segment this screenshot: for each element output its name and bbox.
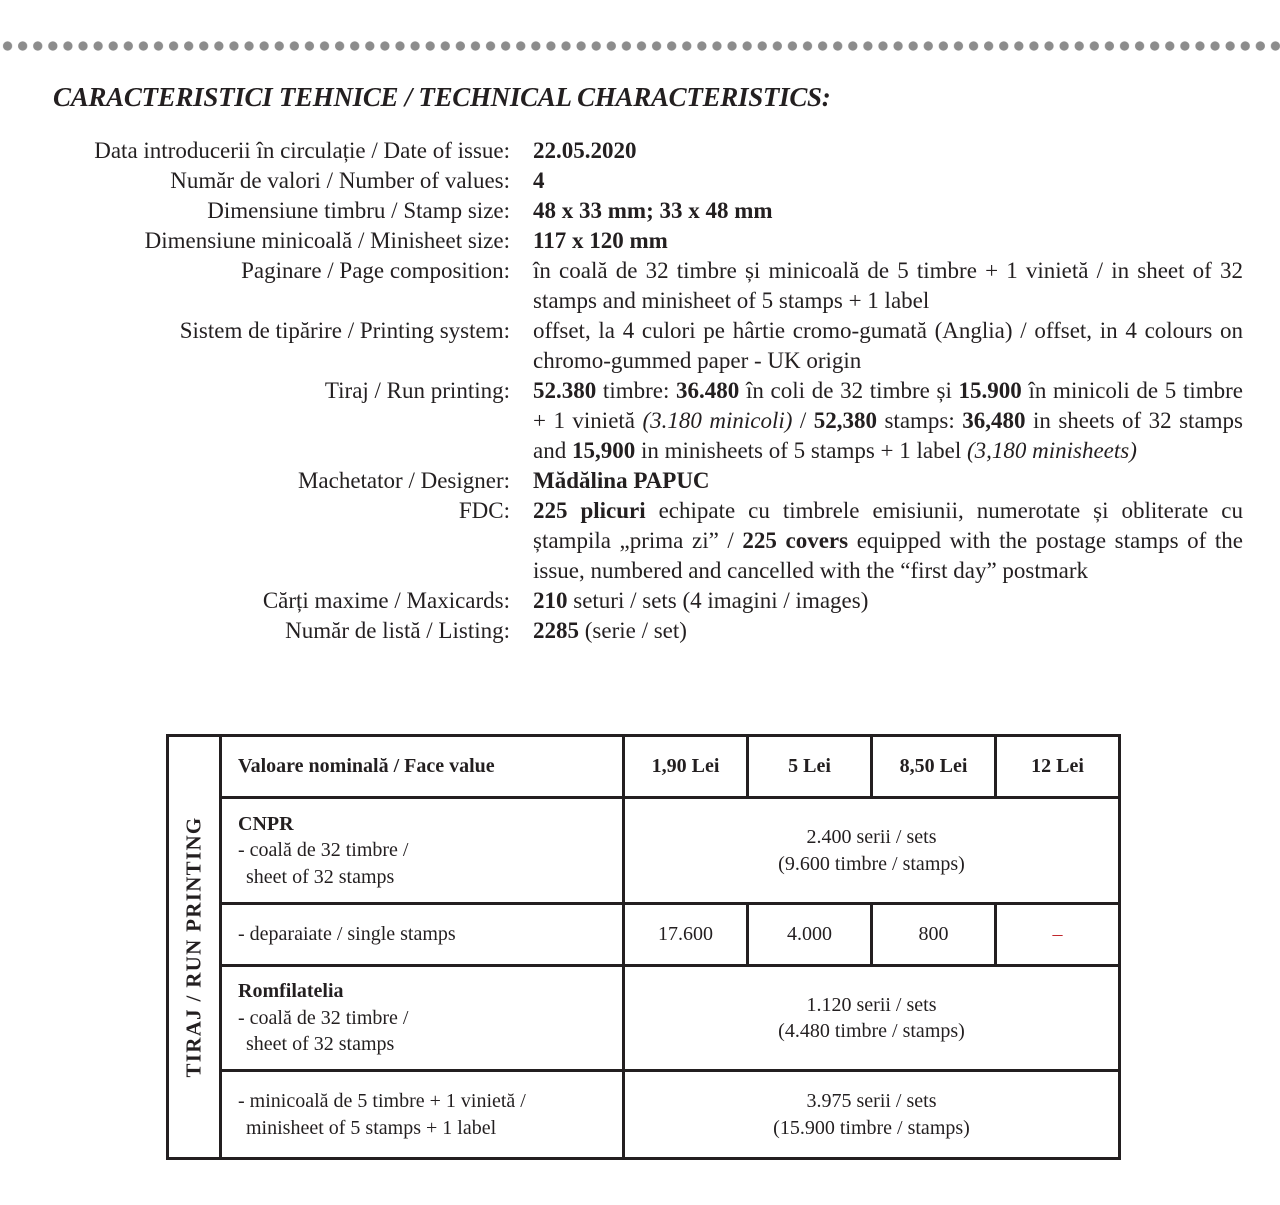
spec-page-composition [0,256,1280,316]
row-description: - minicoală de 5 timbre + 1 vinietă / minisheet of 5 stamps + 1 label [221,1071,624,1159]
table-row [168,966,1120,1071]
table-row [168,904,1120,966]
value-cell: 17.600 [624,904,748,966]
spec-value: 117 x 120 mm [533,228,668,253]
spec-value: 225 plicuri echipate cu timbrele emisiunii, numerotate și obliterate cu ștampila „prima zi” / 225 covers equipped with the postage stamps of the issue, numbered and cancelled with the “first day” postmark [533,498,1244,583]
spec-stamp-size [0,196,1280,226]
spec-run-printing [0,376,1280,466]
spec-label: Număr de valori / Number of values: [170,168,510,193]
page-title: CARACTERISTICI TEHNICE / TECHNICAL CHARACTERISTICS: [53,82,831,112]
table-row [168,798,1120,904]
spec-label: Paginare / Page composition: [241,258,510,283]
spec-label: Sistem de tipărire / Printing system: [179,318,510,343]
spec-maxicards [0,586,1280,616]
merged-value-cell: 2.400 serii / sets (9.600 timbre / stamps) [624,798,1120,904]
merged-value-cell: 3.975 serii / sets (15.900 timbre / stamps) [624,1071,1120,1159]
spec-label: Cărți maxime / Maxicards: [262,588,510,613]
spec-label: Data introducerii în circulație / Date of issue: [94,138,510,163]
spec-label: Dimensiune timbru / Stamp size: [207,198,510,223]
run-printing-table-wrapper [166,734,1121,1160]
spec-printing-system [0,316,1280,376]
side-label: TIRAJ / RUN PRINTING [181,816,206,1078]
face-value-850: 8,50 Lei [872,736,996,798]
spec-value: 52.380 timbre: 36.480 în coli de 32 timbre și 15.900 în minicoli de 5 timbre + 1 vinietă (3.180 minicoli) / 52,380 stamps: 36,480 in sheets of 32 stamps and 15,900 in minisheets of 5 stamps + 1 label (3,180 minisheets) [533,378,1244,463]
face-value-190: 1,90 Lei [624,736,748,798]
face-value-header: Valoare nominală / Face value [221,736,624,798]
spec-value: 210 seturi / sets (4 imagini / images) [533,588,869,613]
spec-value: 4 [533,168,545,193]
value-cell-empty-dash: – [996,904,1120,966]
spec-value: Mădălina PAPUC [533,468,710,493]
spec-values-count [0,166,1280,196]
spec-fdc [0,496,1280,586]
technical-specs [0,136,1280,646]
spec-listing [0,616,1280,646]
spec-label: FDC: [458,498,510,523]
dotted-divider [0,40,1280,52]
spec-label: Tiraj / Run printing: [324,378,510,403]
run-printing-table [166,734,1121,1160]
spec-value: în coală de 32 timbre și minicoală de 5 timbre + 1 vinietă / in sheet of 32 stamps and minisheet of 5 stamps + 1 label [533,258,1243,313]
spec-minisheet-size [0,226,1280,256]
row-description: - deparaiate / single stamps [221,904,624,966]
face-value-5: 5 Lei [748,736,872,798]
table-row [168,1071,1120,1159]
spec-label: Număr de listă / Listing: [285,618,510,643]
side-label-cell [168,736,221,1159]
value-cell: 4.000 [748,904,872,966]
merged-value-cell: 1.120 serii / sets (4.480 timbre / stamps) [624,966,1120,1071]
spec-date [0,136,1280,166]
value-cell: 800 [872,904,996,966]
face-value-12: 12 Lei [996,736,1120,798]
table-header-row [168,736,1120,798]
spec-value: 48 x 33 mm; 33 x 48 mm [533,198,773,223]
spec-value: offset, la 4 culori pe hârtie cromo-gumată (Anglia) / offset, in 4 colours on chromo-gummed paper - UK origin [533,318,1243,373]
spec-designer [0,466,1280,496]
spec-label: Machetator / Designer: [297,468,510,493]
spec-value: 2285 (serie / set) [533,618,687,643]
row-description: CNPR - coală de 32 timbre / sheet of 32 stamps [221,798,624,904]
row-description: Romfilatelia - coală de 32 timbre / sheet of 32 stamps [221,966,624,1071]
spec-value: 22.05.2020 [533,138,637,163]
spec-label: Dimensiune minicoală / Minisheet size: [144,228,510,253]
